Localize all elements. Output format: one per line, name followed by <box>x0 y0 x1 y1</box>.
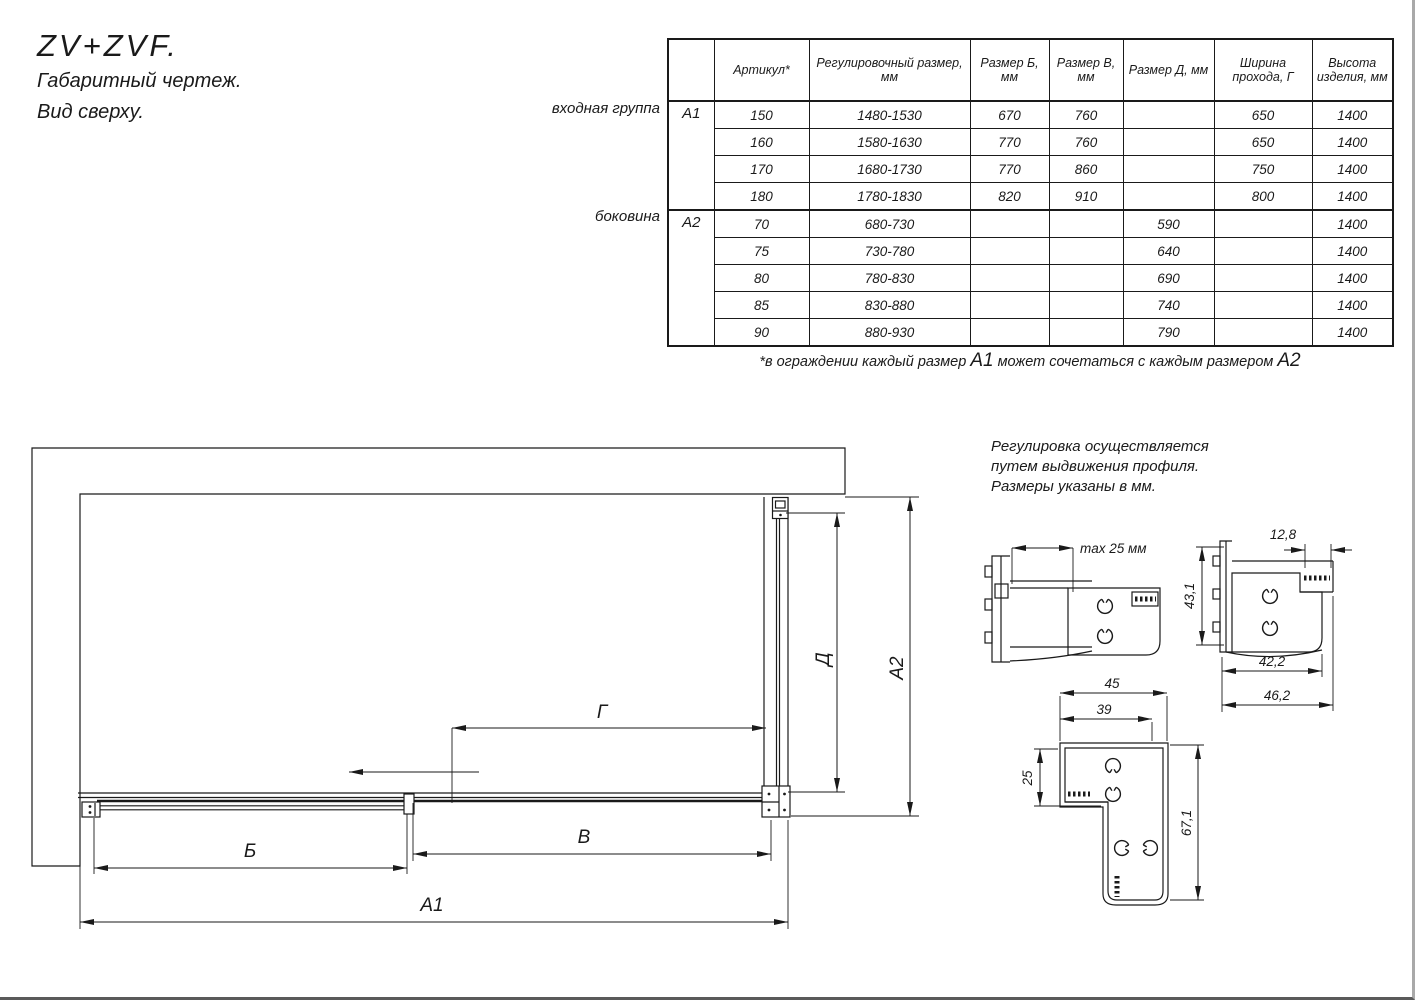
cell-adjust: 1680-1730 <box>809 156 970 183</box>
cell-article: 75 <box>714 238 809 265</box>
cell-size-b: 770 <box>970 156 1049 183</box>
footnote-a1: А1 <box>970 350 994 371</box>
dimension-v <box>413 827 771 854</box>
detail-wall-profile <box>985 541 1160 662</box>
extension-lines <box>80 497 919 929</box>
dim-label-b: Б <box>243 841 257 862</box>
footnote-a2: А2 <box>1277 350 1301 371</box>
cell-article: 170 <box>714 156 809 183</box>
cell-article: 90 <box>714 319 809 347</box>
side-panel <box>762 497 790 817</box>
cell-height: 1400 <box>1312 101 1393 129</box>
cell-size-v: 910 <box>1049 183 1123 211</box>
cell-height: 1400 <box>1312 183 1393 211</box>
model-title: ZV+ZVF. <box>37 28 179 63</box>
cell-article: 160 <box>714 129 809 156</box>
detail-side-profile <box>1182 527 1352 712</box>
dim-label-67-1: 67,1 <box>1179 809 1194 837</box>
note-line-3: Размеры указаны в мм. <box>991 478 1156 495</box>
cell-size-b: 770 <box>970 129 1049 156</box>
cell-height: 1400 <box>1312 265 1393 292</box>
cell-adjust: 830-880 <box>809 292 970 319</box>
detail-corner-profile <box>1020 676 1204 905</box>
header-size-b: Размер Б, мм <box>970 39 1049 101</box>
group-label-entry: входная группа <box>551 100 660 117</box>
cell-height: 1400 <box>1312 210 1393 238</box>
group-code-cell: А2 <box>668 210 714 346</box>
dim-label-v: В <box>577 827 591 848</box>
cell-adjust: 1780-1830 <box>809 183 970 211</box>
cell-size-d: 640 <box>1123 238 1214 265</box>
dimension-a2 <box>887 497 910 816</box>
dim-label-a2: А2 <box>887 656 908 680</box>
dim-label-42-2: 42,2 <box>1258 654 1286 669</box>
cell-height: 1400 <box>1312 292 1393 319</box>
header-pass-width: Ширина прохода, Г <box>1214 39 1312 101</box>
cell-adjust: 880-930 <box>809 319 970 347</box>
wall-hatched <box>32 448 845 866</box>
cell-adjust: 1480-1530 <box>809 101 970 129</box>
cell-size-v: 760 <box>1049 101 1123 129</box>
cell-size-d: 740 <box>1123 292 1214 319</box>
cell-size-d: 690 <box>1123 265 1214 292</box>
cell-height: 1400 <box>1312 319 1393 347</box>
cell-height: 1400 <box>1312 238 1393 265</box>
cell-pass-width: 650 <box>1214 101 1312 129</box>
cell-size-b: 670 <box>970 101 1049 129</box>
dim-label-39: 39 <box>1096 702 1112 717</box>
group-code-cell: А1 <box>668 101 714 210</box>
header-size-v: Размер В, мм <box>1049 39 1123 101</box>
cell-article: 150 <box>714 101 809 129</box>
cell-height: 1400 <box>1312 156 1393 183</box>
cell-adjust: 680-730 <box>809 210 970 238</box>
cell-pass-width: 800 <box>1214 183 1312 211</box>
door-end-profile <box>404 794 414 814</box>
dimension-g <box>452 702 766 728</box>
cell-article: 70 <box>714 210 809 238</box>
cell-adjust: 780-830 <box>809 265 970 292</box>
fixed-panel <box>78 793 767 817</box>
cell-adjust: 1580-1630 <box>809 129 970 156</box>
note-line-1: Регулировка осуществляется <box>991 438 1209 455</box>
dim-label-d: Д <box>813 652 834 666</box>
cell-size-d: 790 <box>1123 319 1214 347</box>
dim-label-g: Г <box>596 702 608 723</box>
title-subtitle-1: Габаритный чертеж. <box>37 70 242 92</box>
title-subtitle-2: Вид сверху. <box>37 101 144 123</box>
header-height: Высота изделия, мм <box>1312 39 1393 101</box>
dim-label-25: 25 <box>1020 770 1035 786</box>
dim-label-12-8: 12,8 <box>1269 527 1297 542</box>
cell-height: 1400 <box>1312 129 1393 156</box>
cell-article: 180 <box>714 183 809 211</box>
cell-size-v: 760 <box>1049 129 1123 156</box>
dimension-d <box>813 513 837 792</box>
dimension-a1 <box>80 895 788 922</box>
cell-adjust: 730-780 <box>809 238 970 265</box>
dim-label-46-2: 46,2 <box>1263 688 1291 703</box>
cell-article: 85 <box>714 292 809 319</box>
cell-pass-width: 650 <box>1214 129 1312 156</box>
footnote-middle: может сочетаться с каждым размером <box>993 354 1278 370</box>
dimension-b <box>94 841 407 868</box>
group-label-side: боковина <box>595 208 660 225</box>
header-article: Артикул* <box>714 39 809 101</box>
note-line-2: путем выдвижения профиля. <box>991 458 1200 475</box>
cell-size-b: 820 <box>970 183 1049 211</box>
cell-article: 80 <box>714 265 809 292</box>
cell-size-v: 860 <box>1049 156 1123 183</box>
cell-size-d: 590 <box>1123 210 1214 238</box>
cell-pass-width: 750 <box>1214 156 1312 183</box>
dim-label-45: 45 <box>1104 676 1120 691</box>
dim-label-a1: А1 <box>420 895 444 916</box>
dim-label-max25: max 25 мм <box>1080 541 1147 556</box>
header-size-d: Размер Д, мм <box>1123 39 1214 101</box>
header-adjust: Регулировочный размер, мм <box>809 39 970 101</box>
dim-label-43-1: 43,1 <box>1182 582 1197 610</box>
footnote-prefix: *в ограждении каждый размер <box>759 354 971 370</box>
